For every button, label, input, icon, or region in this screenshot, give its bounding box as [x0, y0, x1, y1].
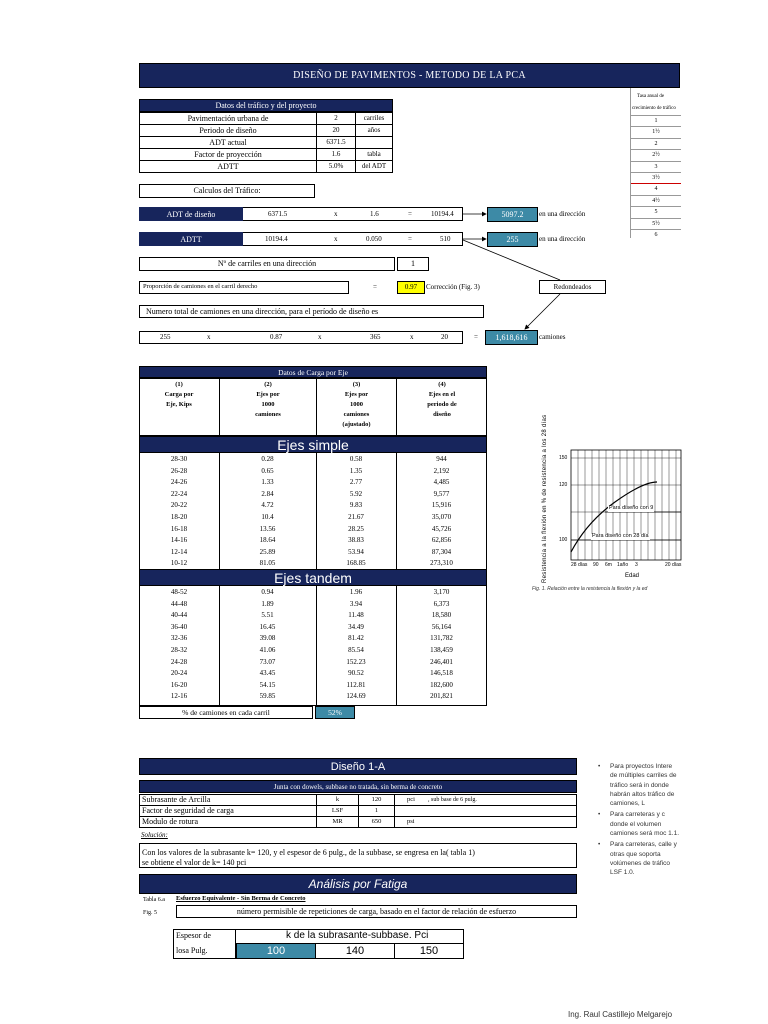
- load-cell: 10.4: [261, 513, 274, 521]
- k-value: 100: [236, 943, 316, 959]
- load-column-header-line: (ajustado): [342, 421, 371, 428]
- adt-b: 1.6: [370, 210, 379, 218]
- solution-box: [139, 843, 577, 868]
- traffic-value: 20: [316, 124, 356, 137]
- load-cell: 5.51: [261, 611, 274, 620]
- growth-rate-value: 3½: [631, 172, 681, 181]
- proportion-eq: =: [373, 283, 377, 291]
- load-cell: 0.28: [261, 455, 274, 463]
- x-tick: 3: [635, 562, 638, 568]
- load-cell: 3,170: [433, 588, 450, 596]
- load-cell: 53.94: [348, 547, 364, 556]
- load-column-header-line: camiones: [255, 411, 281, 418]
- k-value: 150: [394, 943, 464, 959]
- growth-rate-value: 4: [631, 183, 681, 192]
- load-column-header-line: (1): [175, 381, 183, 388]
- load-cell: 59.85: [259, 692, 276, 701]
- rounded-label: Redondeados: [539, 280, 606, 294]
- design-title: Diseño 1-A: [139, 758, 577, 775]
- fatigue-title: Análisis por Fatiga: [139, 874, 577, 894]
- adt-direction-value: 5097.2: [487, 207, 538, 222]
- load-cell: 273,310: [430, 559, 453, 568]
- load-cell: 43.45: [259, 669, 276, 678]
- y-tick-150: 150: [559, 455, 568, 461]
- k-value: 140: [315, 943, 395, 959]
- traffic-label: ADT actual: [139, 136, 317, 149]
- load-cell: 39.08: [259, 634, 276, 643]
- traffic-unit: años: [355, 124, 393, 137]
- load-cell: 25.89: [259, 547, 276, 556]
- load-cell: 944: [436, 455, 447, 463]
- x-tick: 1año: [617, 562, 629, 568]
- load-cell: 6,373: [433, 599, 450, 608]
- load-column-header-line: Ejes en el: [428, 391, 456, 398]
- growth-rate-value: 6: [631, 229, 681, 238]
- design-param-symbol: MR: [316, 816, 359, 828]
- load-cell: 182,600: [430, 680, 453, 689]
- total-label: Numero total de camiones en una dirección, para el período de diseño es: [139, 305, 484, 318]
- proportion-value: 0.97: [397, 281, 425, 294]
- traffic-label: ADTT: [139, 160, 317, 173]
- load-cell: 1.35: [349, 466, 363, 475]
- proportion-label: Proporción de camiones en el carril derecho: [139, 281, 349, 294]
- growth-rate-value: 1½: [631, 126, 681, 135]
- notes-list: [598, 762, 680, 878]
- figure-label-bottom: Para diseño con 28 día: [592, 533, 649, 539]
- traffic-unit: del ADT: [355, 160, 393, 173]
- lanes-label: Nº de carriles en una dirección: [139, 257, 395, 271]
- load-column-header-line: Ejes por: [344, 391, 369, 398]
- load-cell: 81.05: [259, 559, 276, 568]
- tandem-axle-title: Ejes tandem: [139, 569, 487, 586]
- load-cell: 16.45: [259, 622, 276, 631]
- y-tick-100: 100: [559, 537, 568, 543]
- load-cell: 18-20: [170, 513, 188, 521]
- load-cell: 4,485: [433, 478, 450, 487]
- load-column-header-line: (2): [264, 381, 272, 388]
- traffic-value: 1.6: [316, 148, 356, 161]
- factor-1: 255: [160, 333, 171, 341]
- load-cell: 45,726: [431, 524, 452, 533]
- note-3: • Para carreteras, calle y otras que soporta volúmenes de tráfico LSF 1.0.: [598, 841, 677, 877]
- x-tick: 28 días: [571, 562, 588, 568]
- factor-4-eq: =: [474, 333, 478, 341]
- design-param-symbol: LSF: [316, 805, 359, 817]
- load-cell: 0.58: [349, 455, 363, 463]
- adtt-label: ADTT: [139, 232, 243, 246]
- note-1: • Para proyectos Intere de múltiples carriles de tráfico será in donde habrán altos tráfico de camiones, L: [598, 763, 677, 808]
- factor-2: 0.87: [270, 333, 283, 341]
- solution-label: Solución:: [141, 831, 168, 839]
- adt-result: 10194.4: [431, 210, 454, 218]
- k-header: k de la subrasante-subbase. Pci: [286, 930, 429, 941]
- load-cell: 2.77: [349, 478, 363, 487]
- growth-rate-header-2: crecimiento de tráfico: [632, 106, 676, 111]
- load-cell: 28-32: [170, 646, 188, 654]
- load-cell: 246,401: [430, 657, 453, 666]
- load-cell: 38.83: [348, 536, 364, 545]
- x-tick: 6m: [605, 562, 612, 568]
- load-cell: 2.84: [261, 489, 274, 498]
- y-tick-120: 120: [559, 482, 568, 488]
- design-param-note: , sub base de 6 pulg.: [428, 797, 477, 803]
- load-cell: 24-28: [170, 657, 188, 666]
- traffic-label: Pavimentación urbana de: [139, 112, 317, 125]
- load-cell: 1.33: [261, 478, 274, 487]
- load-cell: 62,856: [431, 536, 452, 545]
- factor-3: 365: [370, 333, 381, 341]
- footer-author: Ing. Raul Castillejo Melgarejo: [568, 1010, 673, 1019]
- load-cell: 138,459: [430, 646, 453, 654]
- adtt-a: 10194.4: [265, 235, 288, 243]
- adtt-b: 0.050: [366, 235, 382, 243]
- strength-figure: [525, 414, 685, 600]
- load-cell: 26-28: [170, 466, 188, 475]
- load-column-header: [396, 378, 487, 436]
- load-cell: 21.67: [348, 513, 364, 521]
- load-cell: 18.64: [259, 536, 276, 545]
- load-cell: 36-40: [170, 622, 188, 631]
- load-column-header-line: 1000: [261, 401, 275, 408]
- correction-label: Corrección (Fig. 3): [426, 283, 480, 291]
- espesor-label-1: Espesor de: [176, 931, 211, 940]
- solution-line-2: se obtiene el valor de k= 140 pci: [142, 858, 247, 867]
- calc-arrows: [0, 0, 768, 400]
- design-param-note-cell: [394, 816, 577, 828]
- adtt-eq: =: [408, 235, 412, 243]
- load-cell: 201,821: [430, 692, 453, 701]
- load-cell: 87,304: [431, 547, 452, 556]
- load-cell: 0.94: [261, 588, 274, 596]
- figure-label-top: Para diseño con 9: [609, 505, 654, 511]
- load-cell: 48-52: [170, 588, 188, 596]
- load-cell: 12-14: [170, 547, 188, 556]
- factor-1-op: x: [207, 333, 211, 341]
- load-cell: 5.92: [349, 489, 363, 498]
- design-param-symbol: k: [316, 794, 359, 806]
- design-param-value: 120: [358, 794, 395, 806]
- load-column-header-line: 1000: [350, 401, 363, 408]
- calc-title: Calculos del Tráfico:: [139, 184, 315, 198]
- load-cell: 0.65: [261, 466, 274, 475]
- traffic-label: Factor de proyección: [139, 148, 317, 161]
- design-param-unit: pci: [407, 796, 415, 803]
- design-param-value: 1: [358, 805, 395, 817]
- figure-xlabel: Edad: [625, 573, 640, 579]
- load-column-header: [316, 378, 396, 436]
- adtt-direction-value: 255: [487, 232, 538, 247]
- load-cell: 81.42: [348, 634, 364, 643]
- growth-rate-value: 3: [631, 161, 681, 170]
- arrow-total: [525, 294, 560, 329]
- load-cell: 44-48: [170, 599, 188, 608]
- load-cell: 146,518: [430, 669, 453, 678]
- factor-2-op: x: [318, 333, 322, 341]
- load-cell: 16-18: [170, 524, 188, 533]
- load-cell: 1.89: [261, 599, 274, 608]
- load-cell: 28.25: [348, 524, 364, 533]
- load-cell: 152.23: [346, 657, 366, 666]
- total-trucks-value: 1,618,616: [485, 330, 538, 345]
- traffic-label: Periodo de diseño: [139, 124, 317, 137]
- total-trucks-unit: camiones: [539, 333, 566, 341]
- ref-fig-5: Fig. 5: [143, 910, 158, 916]
- load-cell: 12-16: [170, 692, 188, 701]
- figure-plot: [525, 430, 685, 600]
- load-cell: 168.85: [346, 559, 366, 568]
- load-column-header-line: (4): [438, 381, 446, 388]
- ref-table-6a-text: Esfuerzo Equivalente - Sin Berma de Concreto: [176, 895, 306, 902]
- load-cell: 15,916: [431, 501, 452, 510]
- load-cell: 14-16: [170, 536, 188, 545]
- traffic-unit: tabla: [355, 148, 393, 161]
- load-column-header: [219, 378, 316, 436]
- load-cell: 16-20: [170, 680, 188, 689]
- adt-label: ADT de diseño: [139, 207, 243, 221]
- x-tick: 90: [593, 562, 599, 568]
- load-column-header: [139, 378, 219, 436]
- load-cell: 4.72: [261, 501, 274, 510]
- load-cell: 2,192: [433, 466, 450, 475]
- espesor-label-2: losa Pulg.: [176, 946, 208, 955]
- load-cell: 20-24: [170, 669, 188, 678]
- growth-rate-value: 2½: [631, 149, 681, 158]
- load-cell: 41.06: [259, 646, 276, 654]
- adt-eq: =: [408, 210, 412, 218]
- load-cell: 28-30: [170, 455, 188, 463]
- load-cell: 3.94: [349, 599, 363, 608]
- load-cell: 56,164: [431, 622, 452, 631]
- load-cell: 20-22: [170, 501, 188, 510]
- load-cell: 73.07: [259, 657, 276, 666]
- design-param-value: 650: [358, 816, 395, 828]
- arrow-rounded: [463, 240, 560, 280]
- growth-rate-value: 5: [631, 206, 681, 215]
- growth-rate-value: 5½: [631, 218, 681, 227]
- figure-ylabel: Resistencia a la flexión en % de resistencia a los 28 días: [542, 414, 548, 583]
- percent-value: 52%: [315, 706, 355, 719]
- load-column-header-line: periodo de: [427, 401, 457, 408]
- load-cell: 1.96: [349, 588, 363, 596]
- design-param-unit: psi: [407, 818, 415, 825]
- growth-rate-value: 1: [631, 115, 681, 124]
- factor-4: 20: [441, 333, 448, 341]
- load-cell: 131,782: [430, 634, 453, 643]
- design-param-label: Modulo de rotura: [139, 816, 317, 828]
- ref-fig-5-text: número permisible de repeticiones de carga, basado en el factor de relación de esfuerzo: [176, 905, 577, 918]
- traffic-value: 5.0%: [316, 160, 356, 173]
- adtt-op: x: [334, 235, 338, 243]
- adt-a: 6371.5: [268, 210, 288, 218]
- load-cell: 9,577: [433, 489, 450, 498]
- note-2: • Para carreteras y c donde el volumen camiones será moc 1.1.: [598, 811, 680, 838]
- adt-direction-label: en una dirección: [539, 210, 586, 218]
- load-cell: 10-12: [170, 559, 188, 568]
- page-title: DISEÑO DE PAVIMENTOS - METODO DE LA PCA: [139, 63, 680, 88]
- load-cell: 34.49: [348, 622, 364, 631]
- load-cell: 9.83: [349, 501, 363, 510]
- design-param-label: Factor de seguridad de carga: [139, 805, 317, 817]
- factor-3-op: x: [410, 333, 414, 341]
- figure-caption: Fig. 1. Relación entre la resistencia la flexión y la ed: [532, 586, 648, 592]
- load-column-header-line: Ejes por: [256, 391, 280, 398]
- load-cell: 22-24: [170, 489, 188, 498]
- load-cell: 112.81: [346, 680, 366, 689]
- traffic-table-header: Datos del tráfico y del proyecto: [139, 99, 393, 112]
- x-tick: 20 días: [665, 562, 682, 568]
- single-axle-title: Ejes simple: [139, 436, 487, 453]
- load-cell: 54.15: [259, 680, 276, 689]
- adtt-direction-label: en una dirección: [539, 235, 586, 243]
- growth-rate-value: 4½: [631, 195, 681, 204]
- load-cell: 124.69: [346, 692, 366, 701]
- load-cell: 24-26: [170, 478, 188, 487]
- ref-table-6a: Tabla 6.a: [143, 897, 165, 903]
- load-cell: 32-36: [170, 634, 188, 643]
- adt-op: x: [334, 210, 338, 218]
- load-column-header-line: (3): [352, 381, 361, 388]
- load-cell: 18,580: [431, 611, 452, 620]
- load-cell: 40-44: [170, 611, 188, 620]
- load-cell: 11.48: [348, 611, 364, 620]
- traffic-unit: carriles: [355, 112, 393, 125]
- percent-label: % de camiones en cada carril: [139, 706, 313, 719]
- load-cell: 35,070: [431, 513, 452, 521]
- design-param-label: Subrasante de Arcilla: [139, 794, 317, 806]
- adtt-result: 510: [440, 235, 451, 243]
- traffic-value: 6371.5: [316, 136, 356, 149]
- joint-description: Junta con dowels, subbase no tratada, sin berma de concreto: [139, 780, 577, 793]
- load-cell: 90.52: [348, 669, 364, 678]
- lanes-value: 1: [397, 257, 429, 271]
- load-cell: 13.56: [259, 524, 276, 533]
- growth-rate-header-1: Tasa anual de: [637, 94, 665, 99]
- load-column-header-line: Carga por: [164, 391, 194, 398]
- solution-line-1: Con los valores de la subrasante k= 120, y el espesor de 6 pulg., de la subbase, se engresa en la( tabla 1): [142, 848, 475, 857]
- load-column-header-line: camiones: [343, 411, 370, 418]
- load-cell: 85.54: [348, 646, 364, 654]
- load-table-header: Datos de Carga por Eje: [139, 366, 487, 378]
- load-column-header-line: diseño: [433, 411, 451, 418]
- traffic-value: 2: [316, 112, 356, 125]
- load-column-header-line: Eje, Kips: [166, 401, 192, 408]
- growth-rate-value: 2: [631, 138, 681, 147]
